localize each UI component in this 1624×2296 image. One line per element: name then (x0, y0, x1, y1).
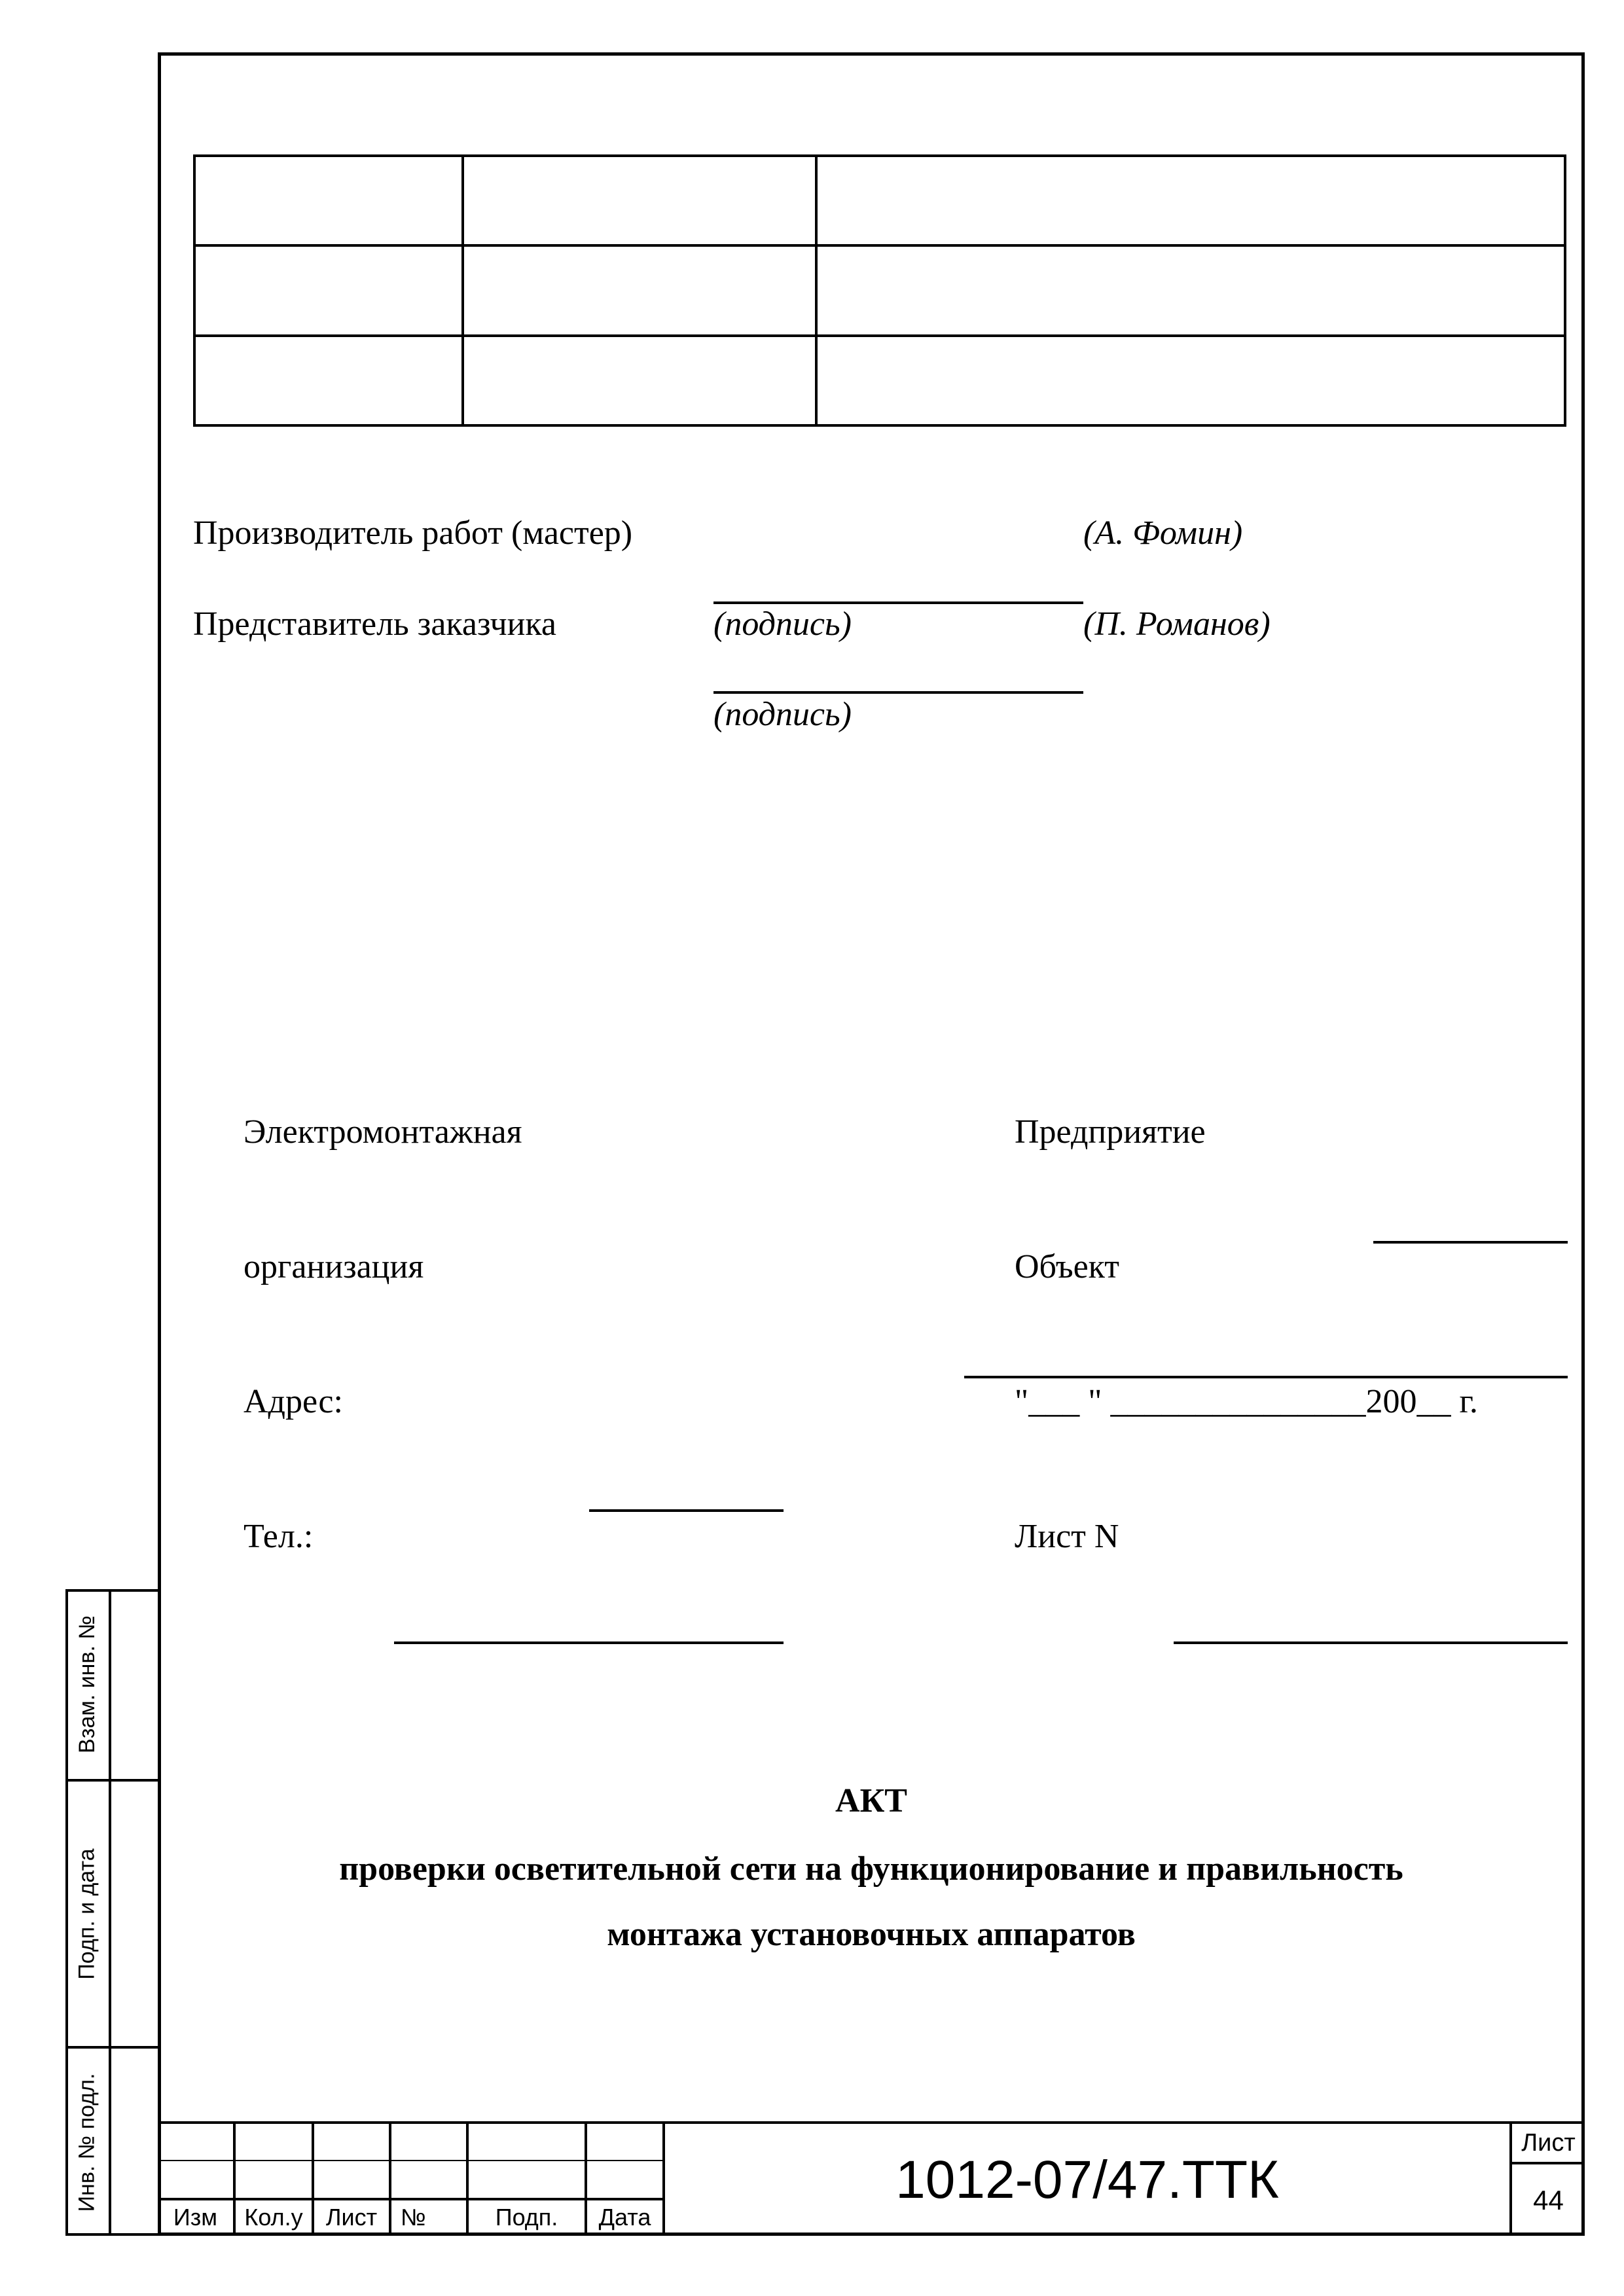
enterprise-label: Предприятие (1015, 1113, 1206, 1151)
table-cell (463, 245, 816, 335)
signature-line (713, 601, 1083, 604)
top-table (193, 154, 1566, 427)
fill-line (1174, 1641, 1568, 1644)
signature-hint: (подпись) (713, 696, 852, 733)
sheet-number-label: Лист N (1015, 1518, 1119, 1555)
signature-hint: (подпись) (713, 605, 852, 643)
side-stamp-divider (109, 1589, 111, 2236)
address-label: Адрес: (244, 1383, 343, 1420)
customer-label: Представитель заказчика (193, 605, 556, 643)
table-cell (194, 336, 463, 425)
organization-line2: организация (244, 1248, 424, 1285)
signature-line (713, 691, 1083, 694)
col-podp: Подп. (495, 2204, 558, 2231)
document-code: 1012-07/47.ТТК (895, 2149, 1279, 2210)
foreman-name: (А. Фомин) (1083, 514, 1243, 552)
table-cell (463, 156, 816, 245)
sheet-number: 44 (1533, 2184, 1564, 2215)
table-cell (816, 156, 1565, 245)
act-subtitle-line2: монтажа установочных аппаратов (607, 1916, 1136, 1953)
table-cell (463, 336, 816, 425)
col-izm: Изм (173, 2204, 218, 2231)
act-subtitle-line1: проверки осветительной сети на функционирование и правильность (339, 1850, 1403, 1888)
table-cell (816, 336, 1565, 425)
phone-label: Тел.: (244, 1518, 314, 1555)
table-cell (816, 245, 1565, 335)
object-label: Объект (1015, 1248, 1119, 1285)
organization-line1: Электромонтажная (244, 1113, 522, 1151)
date-line: "___ " _______________200__ г. (1015, 1383, 1478, 1420)
col-data: Дата (598, 2204, 651, 2231)
table-row (194, 336, 1565, 425)
table-cell (194, 245, 463, 335)
col-list: Лист (325, 2204, 378, 2231)
vzam-inv-label: Взам. инв. № (74, 1615, 99, 1753)
side-stamp-cell (65, 1782, 109, 2046)
side-stamp-cell (65, 1589, 109, 1779)
fill-line (394, 1641, 784, 1644)
table-cell (194, 156, 463, 245)
sheet-label: Лист (1521, 2128, 1576, 2157)
podp-data-label: Подп. и дата (74, 1848, 99, 1980)
foreman-label: Производитель работ (мастер) (193, 514, 633, 552)
customer-name: (П. Романов) (1083, 605, 1271, 643)
side-stamp-cell (65, 2049, 109, 2236)
table-row (194, 156, 1565, 245)
act-title: АКТ (835, 1782, 907, 1820)
fill-line (1373, 1241, 1568, 1244)
inv-podl-label: Инв. № подл. (74, 2073, 99, 2212)
col-number: № (401, 2204, 426, 2231)
table-row (194, 245, 1565, 335)
fill-line (964, 1376, 1568, 1378)
fill-line (589, 1509, 784, 1512)
col-kolu: Кол.у (244, 2204, 303, 2231)
